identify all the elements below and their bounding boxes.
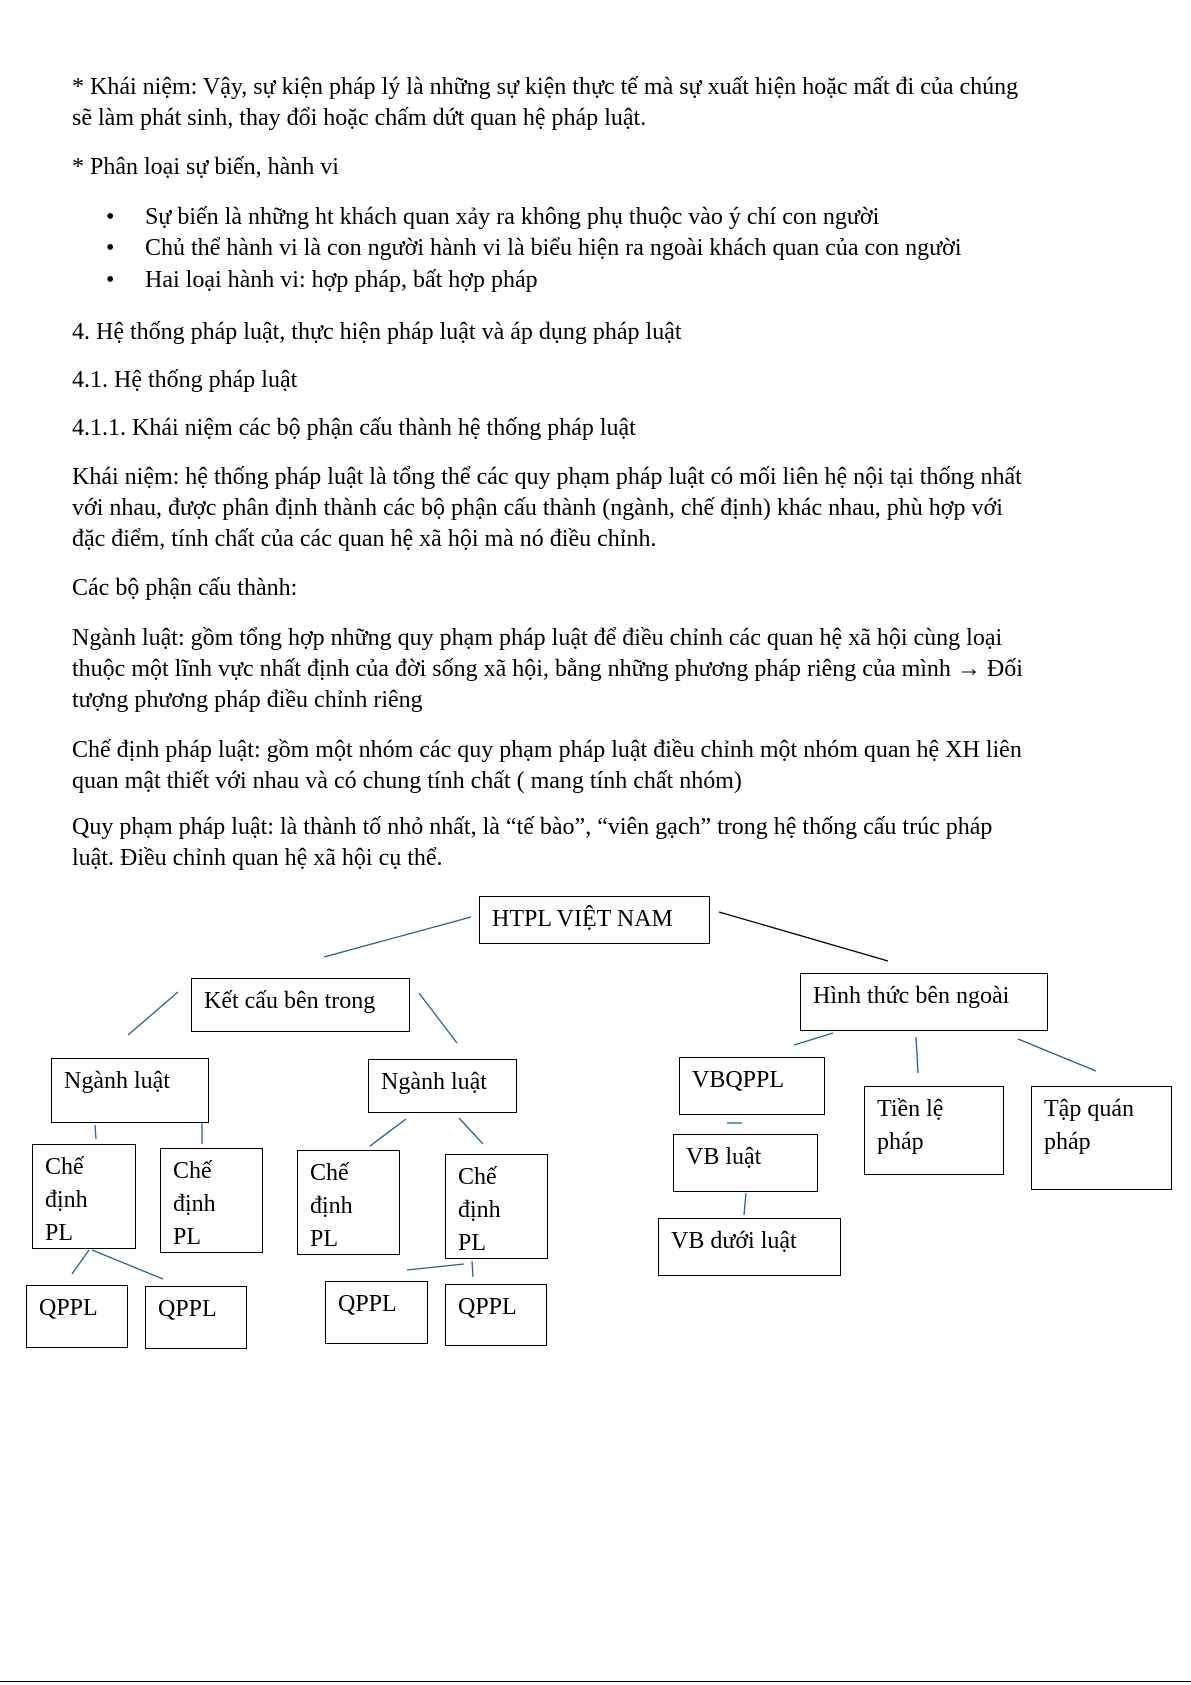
connector-line bbox=[472, 1261, 473, 1277]
text-line: sẽ làm phát sinh, thay đổi hoặc chấm dứt quan hệ pháp luật. bbox=[72, 105, 647, 131]
connector-line bbox=[794, 1033, 833, 1045]
text-line: Khái niệm: hệ thống pháp luật là tổng thể các quy phạm pháp luật có mối liên hệ nội tại thống nhất bbox=[72, 464, 1022, 490]
connector-line bbox=[744, 1193, 746, 1215]
box-vb-duoi-luat: VB dưới luật bbox=[658, 1218, 841, 1276]
page-bottom-rule bbox=[0, 1681, 1191, 1682]
box-vb-luat: VB luật bbox=[673, 1134, 818, 1192]
bullet-text: Sự biến là những ht khách quan xảy ra không phụ thuộc vào ý chí con người bbox=[145, 204, 880, 230]
text-line: đặc điểm, tính chất của các quan hệ xã hội mà nó điều chỉnh. bbox=[72, 526, 657, 552]
box-che-dinh-pl: Chế định PL bbox=[160, 1148, 263, 1253]
text-line: * Khái niệm: Vậy, sự kiện pháp lý là những sự kiện thực tế mà sự xuất hiện hoặc mất đi của chúng bbox=[72, 74, 1019, 100]
bullet-icon: • bbox=[106, 204, 115, 230]
bullet-text: Chủ thể hành vi là con người hành vi là biểu hiện ra ngoài khách quan của con người bbox=[145, 235, 962, 261]
connector-line bbox=[916, 1037, 918, 1073]
box-nganh-luat: Ngành luật bbox=[368, 1059, 517, 1113]
connector-line bbox=[72, 1250, 89, 1274]
box-che-dinh-pl: Chế định PL bbox=[32, 1144, 136, 1249]
box-hinh-thuc-ben-ngoai: Hình thức bên ngoài bbox=[800, 973, 1048, 1031]
text-line: quan mật thiết với nhau và có chung tính chất ( mang tính chất nhóm) bbox=[72, 768, 742, 794]
text-line: 4. Hệ thống pháp luật, thực hiện pháp luật và áp dụng pháp luật bbox=[72, 319, 682, 345]
text-line: Các bộ phận cấu thành: bbox=[72, 575, 298, 601]
box-vbqppl: VBQPPL bbox=[679, 1057, 825, 1115]
text-line: thuộc một lĩnh vực nhất định của đời sống xã hội, bằng những phương pháp riêng của mình → Đối bbox=[72, 656, 1023, 682]
connector-line bbox=[419, 993, 457, 1043]
bullet-text: Hai loại hành vi: hợp pháp, bất hợp pháp bbox=[145, 267, 538, 293]
text-line: Quy phạm pháp luật: là thành tố nhỏ nhất, là “tế bào”, “viên gạch” trong hệ thống cấu trúc pháp bbox=[72, 814, 993, 840]
box-che-dinh-pl: Chế định PL bbox=[445, 1154, 548, 1259]
text-line: * Phân loại sự biến, hành vi bbox=[72, 154, 339, 180]
connector-line bbox=[128, 992, 178, 1035]
connector-line bbox=[1018, 1039, 1096, 1071]
box-che-dinh-pl: Chế định PL bbox=[297, 1150, 400, 1255]
box-qppl: QPPL bbox=[325, 1281, 428, 1344]
box-tien-le-phap: Tiền lệ pháp bbox=[864, 1086, 1004, 1175]
box-qppl: QPPL bbox=[26, 1285, 128, 1348]
bullet-icon: • bbox=[106, 235, 115, 261]
text-line: 4.1.1. Khái niệm các bộ phận cấu thành hệ thống pháp luật bbox=[72, 415, 636, 441]
connector-line bbox=[324, 917, 471, 957]
connector-line bbox=[407, 1264, 464, 1270]
text-line: Ngành luật: gồm tổng hợp những quy phạm pháp luật để điều chỉnh các quan hệ xã hội cùng loại bbox=[72, 625, 1003, 651]
text-line: luật. Điều chỉnh quan hệ xã hội cụ thể. bbox=[72, 845, 443, 871]
box-qppl: QPPL bbox=[145, 1286, 247, 1349]
box-ket-cau-ben-trong: Kết cấu bên trong bbox=[191, 978, 410, 1032]
text-line: Chế định pháp luật: gồm một nhóm các quy phạm pháp luật điều chỉnh một nhóm quan hệ XH liên bbox=[72, 737, 1022, 763]
box-htpl-viet-nam: HTPL VIỆT NAM bbox=[479, 896, 710, 944]
box-tap-quan-phap: Tập quán pháp bbox=[1031, 1086, 1172, 1190]
text-line: 4.1. Hệ thống pháp luật bbox=[72, 367, 298, 393]
connector-line bbox=[370, 1119, 406, 1146]
connector-line bbox=[459, 1118, 483, 1144]
connector-line bbox=[92, 1250, 163, 1279]
connector-line bbox=[95, 1125, 96, 1139]
text-line: với nhau, được phân định thành các bộ phận cấu thành (ngành, chế định) khác nhau, phù hợp với bbox=[72, 495, 1003, 521]
box-nganh-luat: Ngành luật bbox=[51, 1058, 209, 1123]
bullet-icon: • bbox=[106, 267, 115, 293]
connector-line bbox=[719, 912, 888, 961]
text-line: tượng phương pháp điều chỉnh riêng bbox=[72, 687, 423, 713]
box-qppl: QPPL bbox=[445, 1284, 547, 1346]
